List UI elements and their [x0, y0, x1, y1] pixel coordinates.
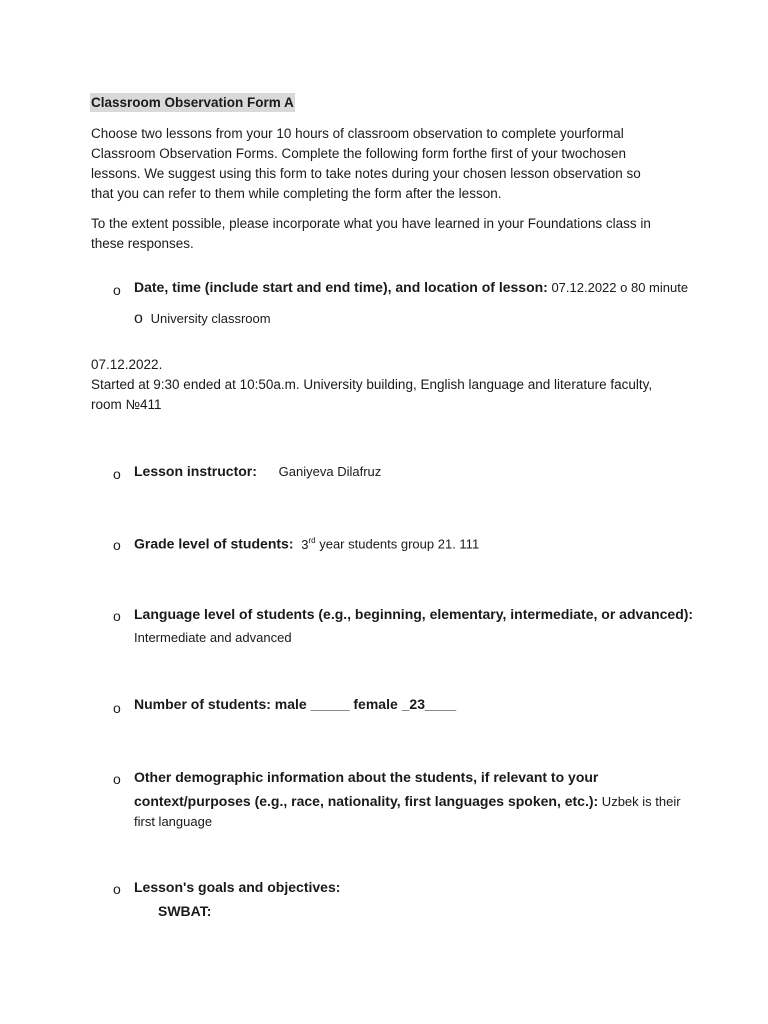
instructor-value: Ganiyeva Dilafruz [278, 464, 382, 479]
sub-value: University classroom [150, 311, 271, 326]
bullet-marker: o [113, 881, 121, 897]
intro-line: that you can refer to them while completing the form after the lesson. [91, 186, 502, 201]
demographic-label: Other demographic information about the students, if relevant to your [134, 769, 599, 785]
instructor-item [134, 461, 381, 482]
grade-num: 3 [301, 536, 309, 552]
bullet-marker: o [113, 466, 121, 482]
date-value: 07.12.2022 o 80 minute [547, 280, 689, 295]
notes-line: Started at 9:30 ended at 10:50a.m. University building, English language and literature faculty, [91, 377, 653, 392]
language-value: Intermediate and advanced [134, 630, 292, 645]
grade-label: Grade level of students: [134, 535, 294, 552]
sub-bullet-marker: o [134, 310, 143, 327]
demographic-value: Uzbek is their [598, 794, 681, 809]
notes-line: room №411 [91, 397, 162, 412]
date-sub-item [134, 309, 271, 329]
bullet-marker: o [113, 608, 121, 624]
demographic-value: first language [134, 814, 213, 829]
number-label: Number of students: male _____ female _23____ [134, 696, 457, 712]
goals-item [134, 875, 340, 923]
demographic-label: context/purposes (e.g., race, nationality, first languages spoken, etc.): [134, 793, 599, 809]
form-title: Classroom Observation Form A [91, 95, 294, 110]
language-label: Language level of students (e.g., beginning, elementary, intermediate, or advanced): [134, 606, 694, 622]
lesson-notes [91, 355, 691, 415]
bullet-marker: o [113, 771, 121, 787]
instructor-label: Lesson instructor: [134, 463, 257, 479]
date-item [134, 277, 688, 298]
bullet-marker: o [113, 700, 121, 716]
intro-line: these responses. [91, 236, 194, 251]
intro-paragraph-2 [91, 214, 681, 254]
grade-sup: rd [308, 536, 316, 545]
intro-paragraph-1 [91, 124, 681, 204]
intro-line: Choose two lessons from your 10 hours of classroom observation to complete yourformal [91, 126, 624, 141]
notes-line: 07.12.2022. [91, 357, 163, 372]
date-label: Date, time (include start and end time), and location of lesson: [134, 279, 548, 295]
intro-line: Classroom Observation Forms. Complete the following form forthe first of your twochosen [91, 146, 626, 161]
language-item [134, 602, 693, 650]
bullet-marker: o [113, 537, 121, 553]
bullet-marker: o [113, 282, 121, 298]
swbat-label: SWBAT: [158, 903, 212, 919]
goals-label: Lesson's goals and objectives: [134, 879, 341, 895]
grade-rest: year students group 21. 111 [315, 536, 480, 552]
intro-line: To the extent possible, please incorporate what you have learned in your Foundations class in [91, 216, 651, 231]
demographic-item [134, 765, 681, 830]
grade-item [134, 531, 479, 555]
intro-line: lessons. We suggest using this form to take notes during your chosen lesson observation so [91, 166, 641, 181]
